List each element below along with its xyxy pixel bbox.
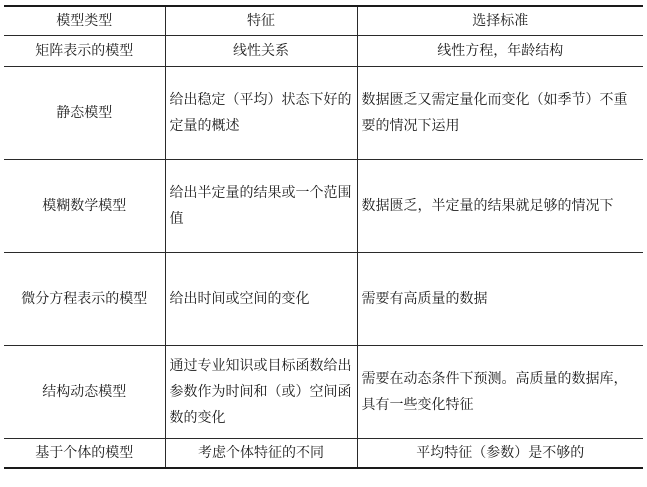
- cell-feature: 线性关系: [165, 35, 357, 66]
- cell-model-type: 模糊数学模型: [4, 159, 165, 252]
- cell-criteria: 需要在动态条件下预测。高质量的数据库，具有一些变化特征: [357, 345, 643, 438]
- table-row: [4, 159, 643, 252]
- table-row: [4, 438, 643, 468]
- cell-model-type: 静态模型: [4, 66, 165, 159]
- cell-feature: 给出稳定（平均）状态下好的定量的概述: [165, 66, 357, 159]
- cell-criteria: 平均特征（参数）是不够的: [357, 438, 643, 468]
- cell-criteria: 线性方程，年龄结构: [357, 35, 643, 66]
- header-criteria: 选择标准: [357, 6, 643, 35]
- header-model-type: 模型类型: [4, 6, 165, 35]
- table-row: [4, 35, 643, 66]
- table-row: [4, 252, 643, 345]
- cell-feature: 考虑个体特征的不同: [165, 438, 357, 468]
- table-row: [4, 345, 643, 438]
- cell-model-type: 矩阵表示的模型: [4, 35, 165, 66]
- cell-criteria: 数据匮乏，半定量的结果就足够的情况下: [357, 159, 643, 252]
- cell-model-type: 基于个体的模型: [4, 438, 165, 468]
- table-header-row: [4, 6, 643, 35]
- table-row: [4, 66, 643, 159]
- header-feature: 特征: [165, 6, 357, 35]
- cell-model-type: 结构动态模型: [4, 345, 165, 438]
- cell-criteria: 需要有高质量的数据: [357, 252, 643, 345]
- cell-feature: 通过专业知识或目标函数给出参数作为时间和（或）空间函数的变化: [165, 345, 357, 438]
- model-comparison-table: [4, 5, 643, 469]
- cell-feature: 给出时间或空间的变化: [165, 252, 357, 345]
- cell-model-type: 微分方程表示的模型: [4, 252, 165, 345]
- cell-feature: 给出半定量的结果或一个范围值: [165, 159, 357, 252]
- cell-criteria: 数据匮乏又需定量化而变化（如季节）不重要的情况下运用: [357, 66, 643, 159]
